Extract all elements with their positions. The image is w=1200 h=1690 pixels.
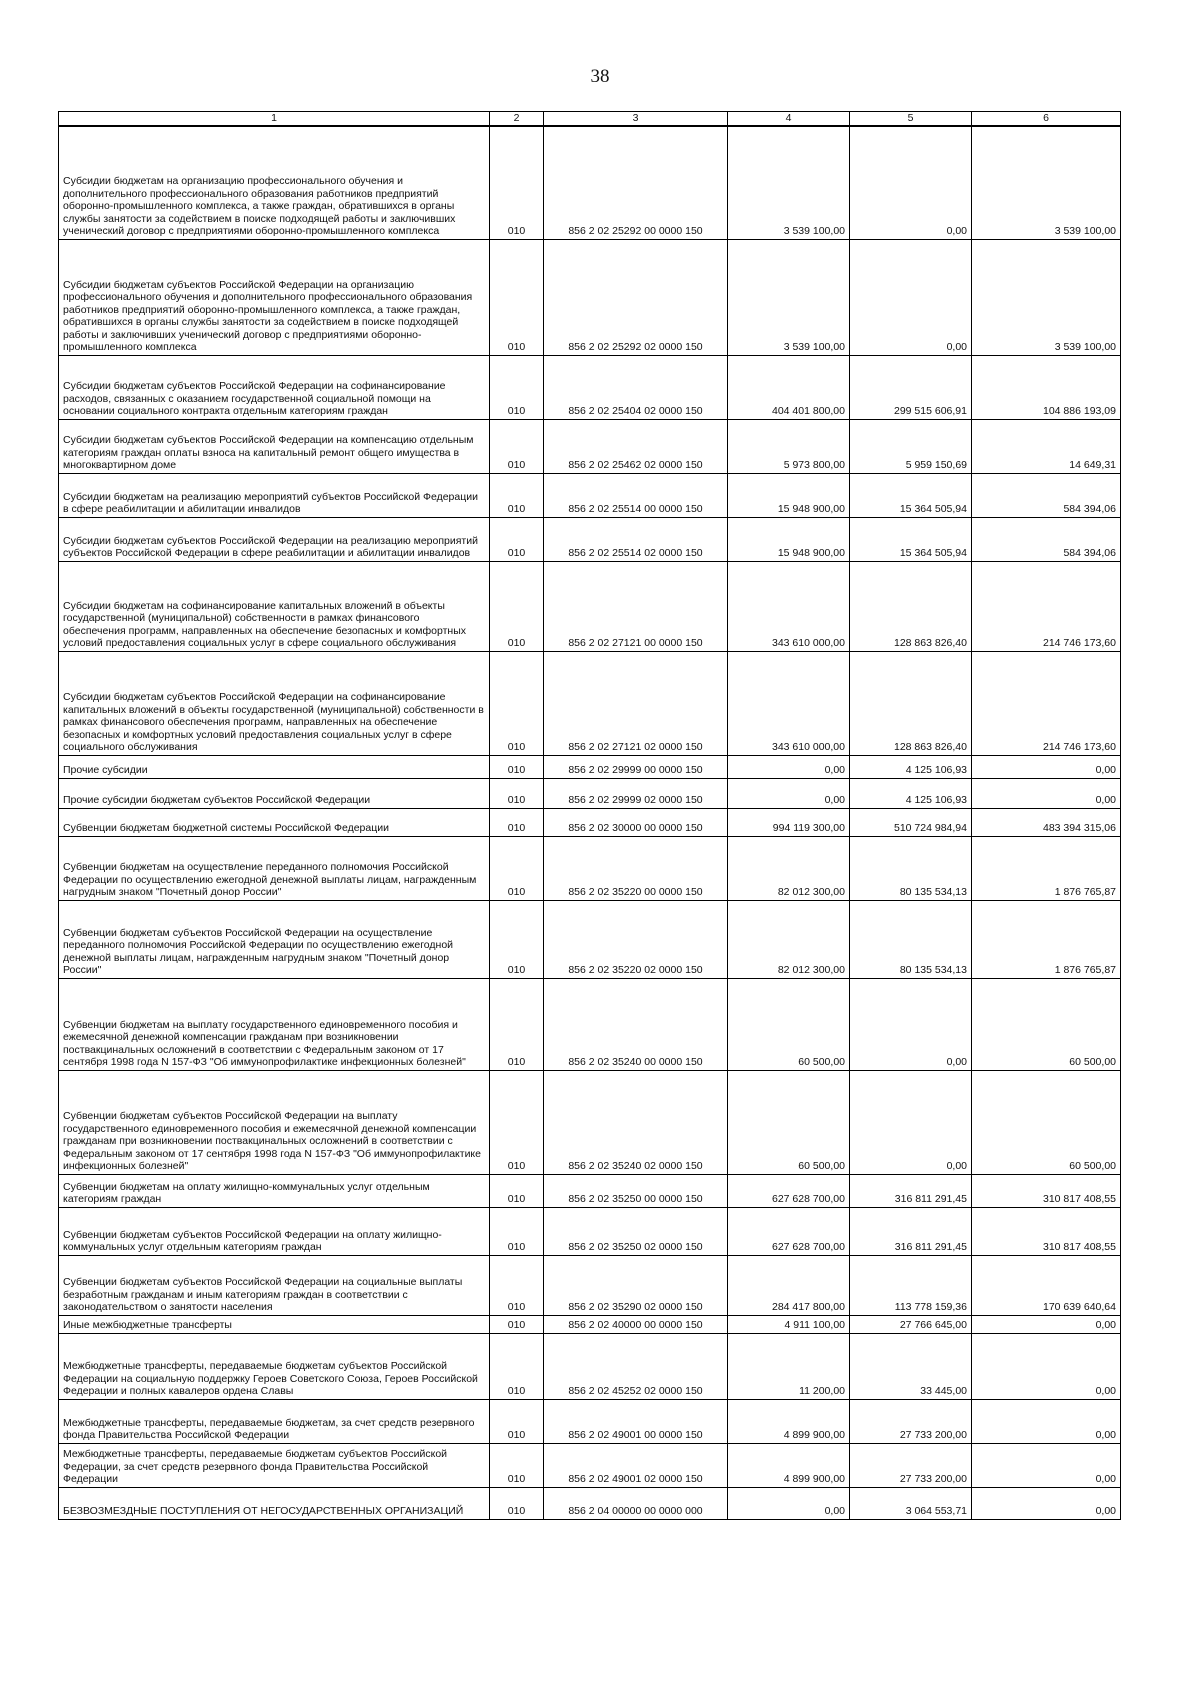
row-rest-cell: 0,00	[972, 1315, 1121, 1333]
row-code-cell: 010	[490, 836, 544, 900]
row-plan-cell: 0,00	[728, 778, 850, 808]
table-row	[59, 900, 1121, 978]
row-fact-cell: 27 733 200,00	[850, 1443, 972, 1487]
row-name-cell: Прочие субсидии	[59, 755, 490, 778]
row-rest-cell: 3 539 100,00	[972, 126, 1121, 239]
row-code-cell: 010	[490, 900, 544, 978]
row-kbk-cell: 856 2 02 35220 00 0000 150	[544, 836, 728, 900]
row-fact-cell: 128 863 826,40	[850, 561, 972, 651]
row-kbk-cell: 856 2 02 35240 02 0000 150	[544, 1070, 728, 1174]
row-code-cell: 010	[490, 808, 544, 836]
row-code-cell: 010	[490, 126, 544, 239]
row-code-cell: 010	[490, 1070, 544, 1174]
row-fact-cell: 33 445,00	[850, 1333, 972, 1399]
row-kbk-cell: 856 2 02 25292 00 0000 150	[544, 126, 728, 239]
table-row	[59, 651, 1121, 755]
row-name-cell: Субсидии бюджетам субъектов Российской Федерации на реализацию мероприятий субъектов Российской Федерации в сфере реабилитации и абилитации инвалидов	[59, 517, 490, 561]
row-fact-cell: 0,00	[850, 126, 972, 239]
row-fact-cell: 0,00	[850, 239, 972, 355]
table-row	[59, 1255, 1121, 1315]
row-kbk-cell: 856 2 02 25404 02 0000 150	[544, 355, 728, 419]
row-fact-cell: 80 135 534,13	[850, 900, 972, 978]
row-plan-cell: 5 973 800,00	[728, 419, 850, 473]
column-header-plan: 4	[728, 112, 850, 127]
row-fact-cell: 299 515 606,91	[850, 355, 972, 419]
row-rest-cell: 0,00	[972, 1487, 1121, 1519]
row-plan-cell: 284 417 800,00	[728, 1255, 850, 1315]
row-code-cell: 010	[490, 1255, 544, 1315]
row-name-cell: БЕЗВОЗМЕЗДНЫЕ ПОСТУПЛЕНИЯ ОТ НЕГОСУДАРСТВЕННЫХ ОРГАНИЗАЦИЙ	[59, 1487, 490, 1519]
row-plan-cell: 404 401 800,00	[728, 355, 850, 419]
table-row	[59, 517, 1121, 561]
row-name-cell: Субвенции бюджетам субъектов Российской Федерации на выплату государственного единовременного пособия и ежемесячной денежной компенсации гражданам при возникновении поствакцинальных осложнений в соответствии с Федеральным законом от 17 сентября 1998 года N 157-ФЗ "Об иммунопрофилактике инфекционных болезней"	[59, 1070, 490, 1174]
table-row	[59, 755, 1121, 778]
row-code-cell: 010	[490, 1399, 544, 1443]
row-code-cell: 010	[490, 473, 544, 517]
row-rest-cell: 104 886 193,09	[972, 355, 1121, 419]
table-row	[59, 561, 1121, 651]
table-row	[59, 1070, 1121, 1174]
row-plan-cell: 82 012 300,00	[728, 836, 850, 900]
row-rest-cell: 0,00	[972, 755, 1121, 778]
row-plan-cell: 343 610 000,00	[728, 561, 850, 651]
row-kbk-cell: 856 2 02 29999 00 0000 150	[544, 755, 728, 778]
row-kbk-cell: 856 2 02 49001 00 0000 150	[544, 1399, 728, 1443]
row-fact-cell: 80 135 534,13	[850, 836, 972, 900]
budget-table	[58, 111, 1121, 1520]
row-code-cell: 010	[490, 1487, 544, 1519]
row-fact-cell: 0,00	[850, 1070, 972, 1174]
row-fact-cell: 113 778 159,36	[850, 1255, 972, 1315]
row-plan-cell: 60 500,00	[728, 1070, 850, 1174]
row-name-cell: Субвенции бюджетам на выплату государственного единовременного пособия и ежемесячной денежной компенсации гражданам при возникновении поствакцинальных осложнений в соответствии с Федеральным законом от 17 сентября 1998 года N 157-ФЗ "Об иммунопрофилактике инфекционных болезней"	[59, 978, 490, 1070]
row-kbk-cell: 856 2 02 35290 02 0000 150	[544, 1255, 728, 1315]
row-code-cell: 010	[490, 355, 544, 419]
row-plan-cell: 4 899 900,00	[728, 1399, 850, 1443]
column-header-kbk: 3	[544, 112, 728, 127]
row-kbk-cell: 856 2 02 25292 02 0000 150	[544, 239, 728, 355]
row-name-cell: Субсидии бюджетам субъектов Российской Федерации на компенсацию отдельным категориям граждан оплаты взноса на капитальный ремонт общего имущества в многоквартирном доме	[59, 419, 490, 473]
row-kbk-cell: 856 2 02 25462 02 0000 150	[544, 419, 728, 473]
row-rest-cell: 0,00	[972, 1443, 1121, 1487]
row-code-cell: 010	[490, 1333, 544, 1399]
table-row	[59, 1174, 1121, 1207]
row-plan-cell: 3 539 100,00	[728, 126, 850, 239]
row-kbk-cell: 856 2 02 35240 00 0000 150	[544, 978, 728, 1070]
row-fact-cell: 316 811 291,45	[850, 1174, 972, 1207]
row-rest-cell: 483 394 315,06	[972, 808, 1121, 836]
row-kbk-cell: 856 2 02 35250 00 0000 150	[544, 1174, 728, 1207]
row-fact-cell: 4 125 106,93	[850, 778, 972, 808]
row-kbk-cell: 856 2 02 40000 00 0000 150	[544, 1315, 728, 1333]
row-rest-cell: 584 394,06	[972, 517, 1121, 561]
row-name-cell: Субвенции бюджетам бюджетной системы Российской Федерации	[59, 808, 490, 836]
row-fact-cell: 5 959 150,69	[850, 419, 972, 473]
row-name-cell: Субвенции бюджетам на осуществление переданного полномочия Российской Федерации по осуществлению ежегодной денежной выплаты лицам, награжденным нагрудным знаком "Почетный донор России"	[59, 836, 490, 900]
row-rest-cell: 310 817 408,55	[972, 1207, 1121, 1255]
row-rest-cell: 60 500,00	[972, 978, 1121, 1070]
table-header-row	[59, 112, 1121, 127]
row-rest-cell: 310 817 408,55	[972, 1174, 1121, 1207]
row-name-cell: Субсидии бюджетам на реализацию мероприятий субъектов Российской Федерации в сфере реабилитации и абилитации инвалидов	[59, 473, 490, 517]
row-name-cell: Межбюджетные трансферты, передаваемые бюджетам субъектов Российской Федерации, за счет средств резервного фонда Правительства Российской Федерации	[59, 1443, 490, 1487]
row-kbk-cell: 856 2 02 30000 00 0000 150	[544, 808, 728, 836]
row-code-cell: 010	[490, 239, 544, 355]
row-kbk-cell: 856 2 02 27121 02 0000 150	[544, 651, 728, 755]
row-name-cell: Субсидии бюджетам субъектов Российской Федерации на софинансирование расходов, связанных с оказанием государственной социальной помощи на основании социального контракта отдельным категориям граждан	[59, 355, 490, 419]
column-header-fact: 5	[850, 112, 972, 127]
row-code-cell: 010	[490, 1174, 544, 1207]
row-plan-cell: 0,00	[728, 755, 850, 778]
row-fact-cell: 128 863 826,40	[850, 651, 972, 755]
row-kbk-cell: 856 2 02 25514 02 0000 150	[544, 517, 728, 561]
row-rest-cell: 170 639 640,64	[972, 1255, 1121, 1315]
row-plan-cell: 82 012 300,00	[728, 900, 850, 978]
row-rest-cell: 584 394,06	[972, 473, 1121, 517]
row-fact-cell: 15 364 505,94	[850, 517, 972, 561]
row-fact-cell: 3 064 553,71	[850, 1487, 972, 1519]
row-name-cell: Субсидии бюджетам на софинансирование капитальных вложений в объекты государственной (муниципальной) собственности в рамках финансового обеспечения программ, направленных на обеспечение безопасных и комфортных условий предоставления социальных услуг в сфере социального обслуживания	[59, 561, 490, 651]
row-kbk-cell: 856 2 02 27121 00 0000 150	[544, 561, 728, 651]
row-kbk-cell: 856 2 02 35220 02 0000 150	[544, 900, 728, 978]
table-row	[59, 836, 1121, 900]
row-rest-cell: 60 500,00	[972, 1070, 1121, 1174]
row-rest-cell: 1 876 765,87	[972, 900, 1121, 978]
table-row	[59, 1487, 1121, 1519]
row-code-cell: 010	[490, 1207, 544, 1255]
row-fact-cell: 510 724 984,94	[850, 808, 972, 836]
row-code-cell: 010	[490, 755, 544, 778]
row-plan-cell: 4 911 100,00	[728, 1315, 850, 1333]
row-name-cell: Субвенции бюджетам субъектов Российской Федерации на оплату жилищно-коммунальных услуг отдельным категориям граждан	[59, 1207, 490, 1255]
row-code-cell: 010	[490, 651, 544, 755]
row-name-cell: Субвенции бюджетам субъектов Российской Федерации на социальные выплаты безработным гражданам и иным категориям граждан в соответствии с законодательством о занятости населения	[59, 1255, 490, 1315]
row-plan-cell: 60 500,00	[728, 978, 850, 1070]
row-code-cell: 010	[490, 561, 544, 651]
row-code-cell: 010	[490, 1443, 544, 1487]
row-kbk-cell: 856 2 02 35250 02 0000 150	[544, 1207, 728, 1255]
row-kbk-cell: 856 2 02 45252 02 0000 150	[544, 1333, 728, 1399]
table-row	[59, 473, 1121, 517]
row-plan-cell: 15 948 900,00	[728, 473, 850, 517]
row-fact-cell: 15 364 505,94	[850, 473, 972, 517]
row-rest-cell: 214 746 173,60	[972, 561, 1121, 651]
row-fact-cell: 0,00	[850, 978, 972, 1070]
row-rest-cell: 1 876 765,87	[972, 836, 1121, 900]
row-code-cell: 010	[490, 778, 544, 808]
row-rest-cell: 214 746 173,60	[972, 651, 1121, 755]
table-row	[59, 126, 1121, 239]
row-name-cell: Субсидии бюджетам субъектов Российской Федерации на организацию профессионального обучения и дополнительного профессионального образования работников предприятий оборонно-промышленного комплекса, а также граждан, обратившихся в органы службы занятости за содействием в поиске подходящей работы и заключивших ученический договор с предприятиями оборонно-промышленного комплекса	[59, 239, 490, 355]
row-name-cell: Иные межбюджетные трансферты	[59, 1315, 490, 1333]
row-plan-cell: 15 948 900,00	[728, 517, 850, 561]
column-header-code: 2	[490, 112, 544, 127]
table-row	[59, 1333, 1121, 1399]
table-body	[59, 126, 1121, 1519]
table-row	[59, 1443, 1121, 1487]
row-fact-cell: 4 125 106,93	[850, 755, 972, 778]
page-number: 38	[590, 66, 610, 87]
row-kbk-cell: 856 2 02 25514 00 0000 150	[544, 473, 728, 517]
row-name-cell: Субвенции бюджетам на оплату жилищно-коммунальных услуг отдельным категориям граждан	[59, 1174, 490, 1207]
column-header-name: 1	[59, 112, 490, 127]
table-row	[59, 808, 1121, 836]
row-code-cell: 010	[490, 978, 544, 1070]
row-plan-cell: 11 200,00	[728, 1333, 850, 1399]
row-kbk-cell: 856 2 02 49001 02 0000 150	[544, 1443, 728, 1487]
table-row	[59, 419, 1121, 473]
row-rest-cell: 14 649,31	[972, 419, 1121, 473]
row-rest-cell: 3 539 100,00	[972, 239, 1121, 355]
row-plan-cell: 994 119 300,00	[728, 808, 850, 836]
row-fact-cell: 27 733 200,00	[850, 1399, 972, 1443]
row-kbk-cell: 856 2 02 29999 02 0000 150	[544, 778, 728, 808]
row-plan-cell: 343 610 000,00	[728, 651, 850, 755]
row-plan-cell: 627 628 700,00	[728, 1174, 850, 1207]
row-name-cell: Межбюджетные трансферты, передаваемые бюджетам субъектов Российской Федерации на социальную поддержку Героев Советского Союза, Героев Российской Федерации и полных кавалеров ордена Славы	[59, 1333, 490, 1399]
table-row	[59, 239, 1121, 355]
row-name-cell: Субсидии бюджетам субъектов Российской Федерации на софинансирование капитальных вложений в объекты государственной (муниципальной) собственности в рамках финансового обеспечения программ, направленных на обеспечение безопасных и комфортных условий предоставления социальных услуг в сфере социального обслуживания	[59, 651, 490, 755]
row-plan-cell: 3 539 100,00	[728, 239, 850, 355]
row-plan-cell: 0,00	[728, 1487, 850, 1519]
row-fact-cell: 27 766 645,00	[850, 1315, 972, 1333]
row-code-cell: 010	[490, 517, 544, 561]
row-name-cell: Межбюджетные трансферты, передаваемые бюджетам, за счет средств резервного фонда Правительства Российской Федерации	[59, 1399, 490, 1443]
row-code-cell: 010	[490, 1315, 544, 1333]
table-row	[59, 1207, 1121, 1255]
table-row	[59, 355, 1121, 419]
row-plan-cell: 4 899 900,00	[728, 1443, 850, 1487]
row-rest-cell: 0,00	[972, 778, 1121, 808]
column-header-rest: 6	[972, 112, 1121, 127]
table-row	[59, 1315, 1121, 1333]
row-fact-cell: 316 811 291,45	[850, 1207, 972, 1255]
row-code-cell: 010	[490, 419, 544, 473]
row-name-cell: Прочие субсидии бюджетам субъектов Российской Федерации	[59, 778, 490, 808]
row-name-cell: Субвенции бюджетам субъектов Российской Федерации на осуществление переданного полномочия Российской Федерации по осуществлению ежегодной денежной выплаты лицам, награжденным нагрудным знаком "Почетный донор России"	[59, 900, 490, 978]
table-row	[59, 778, 1121, 808]
row-rest-cell: 0,00	[972, 1399, 1121, 1443]
row-plan-cell: 627 628 700,00	[728, 1207, 850, 1255]
row-rest-cell: 0,00	[972, 1333, 1121, 1399]
row-kbk-cell: 856 2 04 00000 00 0000 000	[544, 1487, 728, 1519]
table-row	[59, 978, 1121, 1070]
row-name-cell: Субсидии бюджетам на организацию профессионального обучения и дополнительного профессионального образования работников предприятий оборонно-промышленного комплекса, а также граждан, обратившихся в органы службы занятости за содействием в поиске подходящей работы и заключивших ученический договор с предприятиями оборонно-промышленного комплекса	[59, 126, 490, 239]
table-row	[59, 1399, 1121, 1443]
